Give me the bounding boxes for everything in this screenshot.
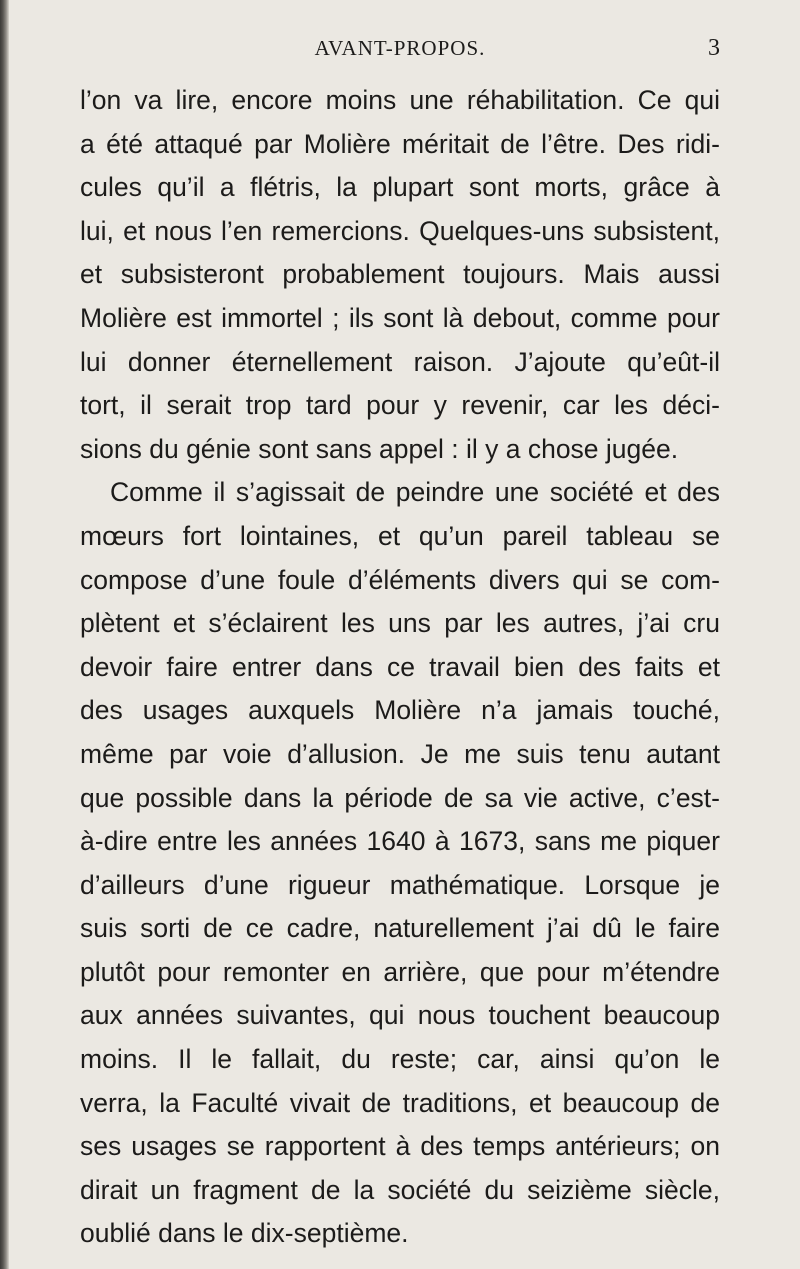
text-line: suis sorti de ce cadre, naturellement j’ai dû le faire: [80, 913, 720, 944]
text-line: Comme il s’agissait de peindre une société et des: [110, 477, 720, 508]
text-line: ses usages se rapportent à des temps antérieurs; on: [80, 1131, 720, 1162]
text-line: plètent et s’éclairent les uns par les autres, j’ai cru: [80, 608, 720, 639]
text-line: compose d’une foule d’éléments divers qui se com-: [80, 564, 720, 595]
text-line: cules qu’il a flétris, la plupart sont morts, grâce à: [80, 172, 720, 203]
text-line: plutôt pour remonter en arrière, que pour m’étendre: [80, 956, 720, 987]
text-line: des usages auxquels Molière n’a jamais touché,: [80, 695, 720, 726]
text-line: moins. Il le fallait, du reste; car, ainsi qu’on le: [80, 1044, 720, 1075]
text-line: sions du génie sont sans appel : il y a chose jugée.: [80, 433, 679, 464]
text-line: même par voie d’allusion. Je me suis tenu autant: [80, 738, 720, 769]
text-line: aux années suivantes, qui nous touchent beaucoup: [80, 1000, 720, 1031]
text-line: dirait un fragment de la société du seizième siècle,: [80, 1174, 720, 1205]
text-line: devoir faire entrer dans ce travail bien des faits et: [80, 651, 720, 682]
text-line: mœurs fort lointaines, et qu’un pareil tableau se: [80, 520, 720, 551]
text-line: verra, la Faculté vivait de traditions, et beaucoup de: [80, 1087, 720, 1118]
text-line: à-dire entre les années 1640 à 1673, sans me piquer: [80, 826, 720, 857]
running-title: AVANT-PROPOS.: [314, 36, 486, 60]
text-line: Molière est immortel ; ils sont là debout, comme pour: [80, 302, 720, 333]
text-line: d’ailleurs d’une rigueur mathématique. Lorsque je: [80, 869, 720, 900]
page-header: [80, 36, 720, 68]
text-line: oublié dans le dix-septième.: [80, 1218, 409, 1249]
text-line: que possible dans la période de sa vie active, c’est-: [80, 782, 720, 813]
text-line: tort, il serait trop tard pour y revenir, car les déci-: [80, 390, 720, 421]
text-line: et subsisteront probablement toujours. Mais aussi: [80, 259, 720, 290]
text-line: lui, et nous l’en remercions. Quelques-uns subsistent,: [80, 215, 720, 246]
text-line: a été attaqué par Molière méritait de l’être. Des ridi-: [80, 128, 720, 159]
text-line: l’on va lire, encore moins une réhabilitation. Ce qui: [80, 85, 720, 115]
page-binding-edge: [0, 0, 9, 1269]
page-number: 3: [708, 35, 720, 61]
text-line: lui donner éternellement raison. J’ajoute qu’eût-il: [80, 346, 720, 377]
body-text: [80, 79, 720, 1256]
